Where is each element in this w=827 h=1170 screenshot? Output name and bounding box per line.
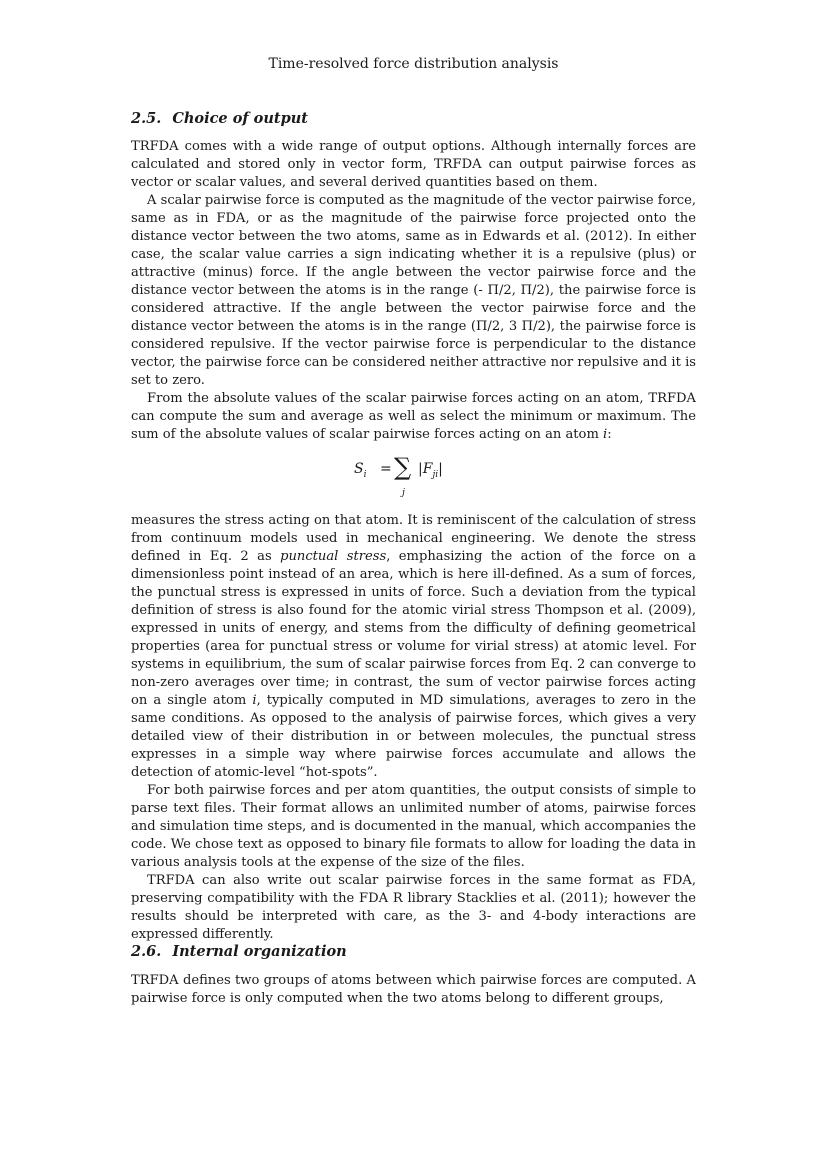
- paragraph-text: From the absolute values of the scalar pairwise forces acting on an atom, TRFDA can compute the sum and average as well as select the minimum or maximum. The sum of the absolute values of scalar pairwise forces acting on an atom: [131, 391, 696, 442]
- summation-index: j: [402, 487, 405, 498]
- section-number: 2.5.: [131, 110, 162, 127]
- punctuation: :: [607, 427, 612, 442]
- paragraph: A scalar pairwise force is computed as the magnitude of the vector pairwise force, same as in FDA, or as the magnitude of the pairwise force projected onto the distance vector between the two atoms, same as in Edwards et al. (2012). In either case, the scalar value carries a sign indicating whether it is a repulsive (plus) or attractive (minus) force. If the angle between the vector pairwise force and the distance vector between the atoms is in the range (- Π/2, Π/2), the pairwise force is considered attractive. If the angle between the vector pairwise force and the distance vector between the atoms is in the range (Π/2, 3 Π/2), the pairwise force is considered repulsive. If the vector pairwise force is perpendicular to the distance vector, the pairwise force can be considered neither attractive nor repulsive and it is set to zero.: [131, 193, 696, 388]
- math-variable: i: [252, 693, 257, 708]
- section-heading-2-6: [131, 943, 696, 961]
- paragraph: [131, 390, 696, 444]
- paragraph: For both pairwise forces and per atom quantities, the output consists of simple to parse text files. Their format allows an unlimited number of atoms, pairwise forces and simulation time steps, and is documented in the manual, which accompanies the code. We chose text as opposed to binary file formats to allow for loading the data in various analysis tools at the expense of the size of the files.: [131, 783, 696, 870]
- section-body-2-5: [131, 138, 696, 944]
- summation-symbol: ∑: [394, 453, 412, 481]
- running-head: Time-resolved force distribution analysis: [268, 56, 559, 72]
- paragraph: TRFDA defines two groups of atoms between which pairwise forces are computed. A pairwise force is only computed when the two atoms belong to different groups,: [131, 973, 696, 1006]
- section-body-2-6: [131, 972, 696, 1008]
- math-variable: i: [603, 427, 608, 442]
- equation-lhs: $S_i$: [354, 461, 367, 480]
- section-title: Internal organization: [172, 943, 347, 960]
- paragraph: measures the stress acting on that atom. It is reminiscent of the calculation of stress from continuum models used in mechanical engineering. We denote the stress defined in Eq. 2 as punctual stress, emphasizing the action of the force on a dimensionless point instead of an area, which is here ill-defined. As a sum of forces, the punctual stress is expressed in units of force. Such a deviation from the typical definition of stress is also found for the atomic virial stress Thompson et al. (2009), expressed in units of energy, and stems from the difficulty of defining geometrical properties (area for punctual stress or volume for virial stress) at atomic level. For systems in equilibrium, the sum of scalar pairwise forces from Eq. 2 can converge to non-zero averages over time; in contrast, the sum of vector pairwise forces acting on a single atom i, typically computed in MD simulations, averages to zero in the same conditions. As opposed to the analysis of pairwise forces, which gives a very detailed view of their distribution in or between molecules, the punctual stress expresses in a simple way where pairwise forces accumulate and allows the detection of atomic-level “hot-spots”.: [131, 513, 697, 780]
- equation-punctual-stress: [131, 448, 696, 506]
- section-heading-2-5: [131, 110, 696, 128]
- section-number: 2.6.: [131, 943, 162, 960]
- section-title: Choice of output: [172, 110, 308, 127]
- paragraph: TRFDA can also write out scalar pairwise forces in the same format as FDA, preserving compatibility with the FDA R library Stacklies et al. (2011); however the results should be interpreted with care, as the 3- and 4-body interactions are expressed differently.: [131, 873, 696, 942]
- equals-sign: =: [380, 461, 392, 477]
- equation-rhs: $|F_{ji}|$: [418, 461, 443, 480]
- paragraph: TRFDA comes with a wide range of output options. Although internally forces are calculated and stored only in vector form, TRFDA can output pairwise forces as vector or scalar values, and several derived quantities based on them.: [131, 139, 696, 190]
- emphasis-term: punctual stress: [280, 549, 387, 564]
